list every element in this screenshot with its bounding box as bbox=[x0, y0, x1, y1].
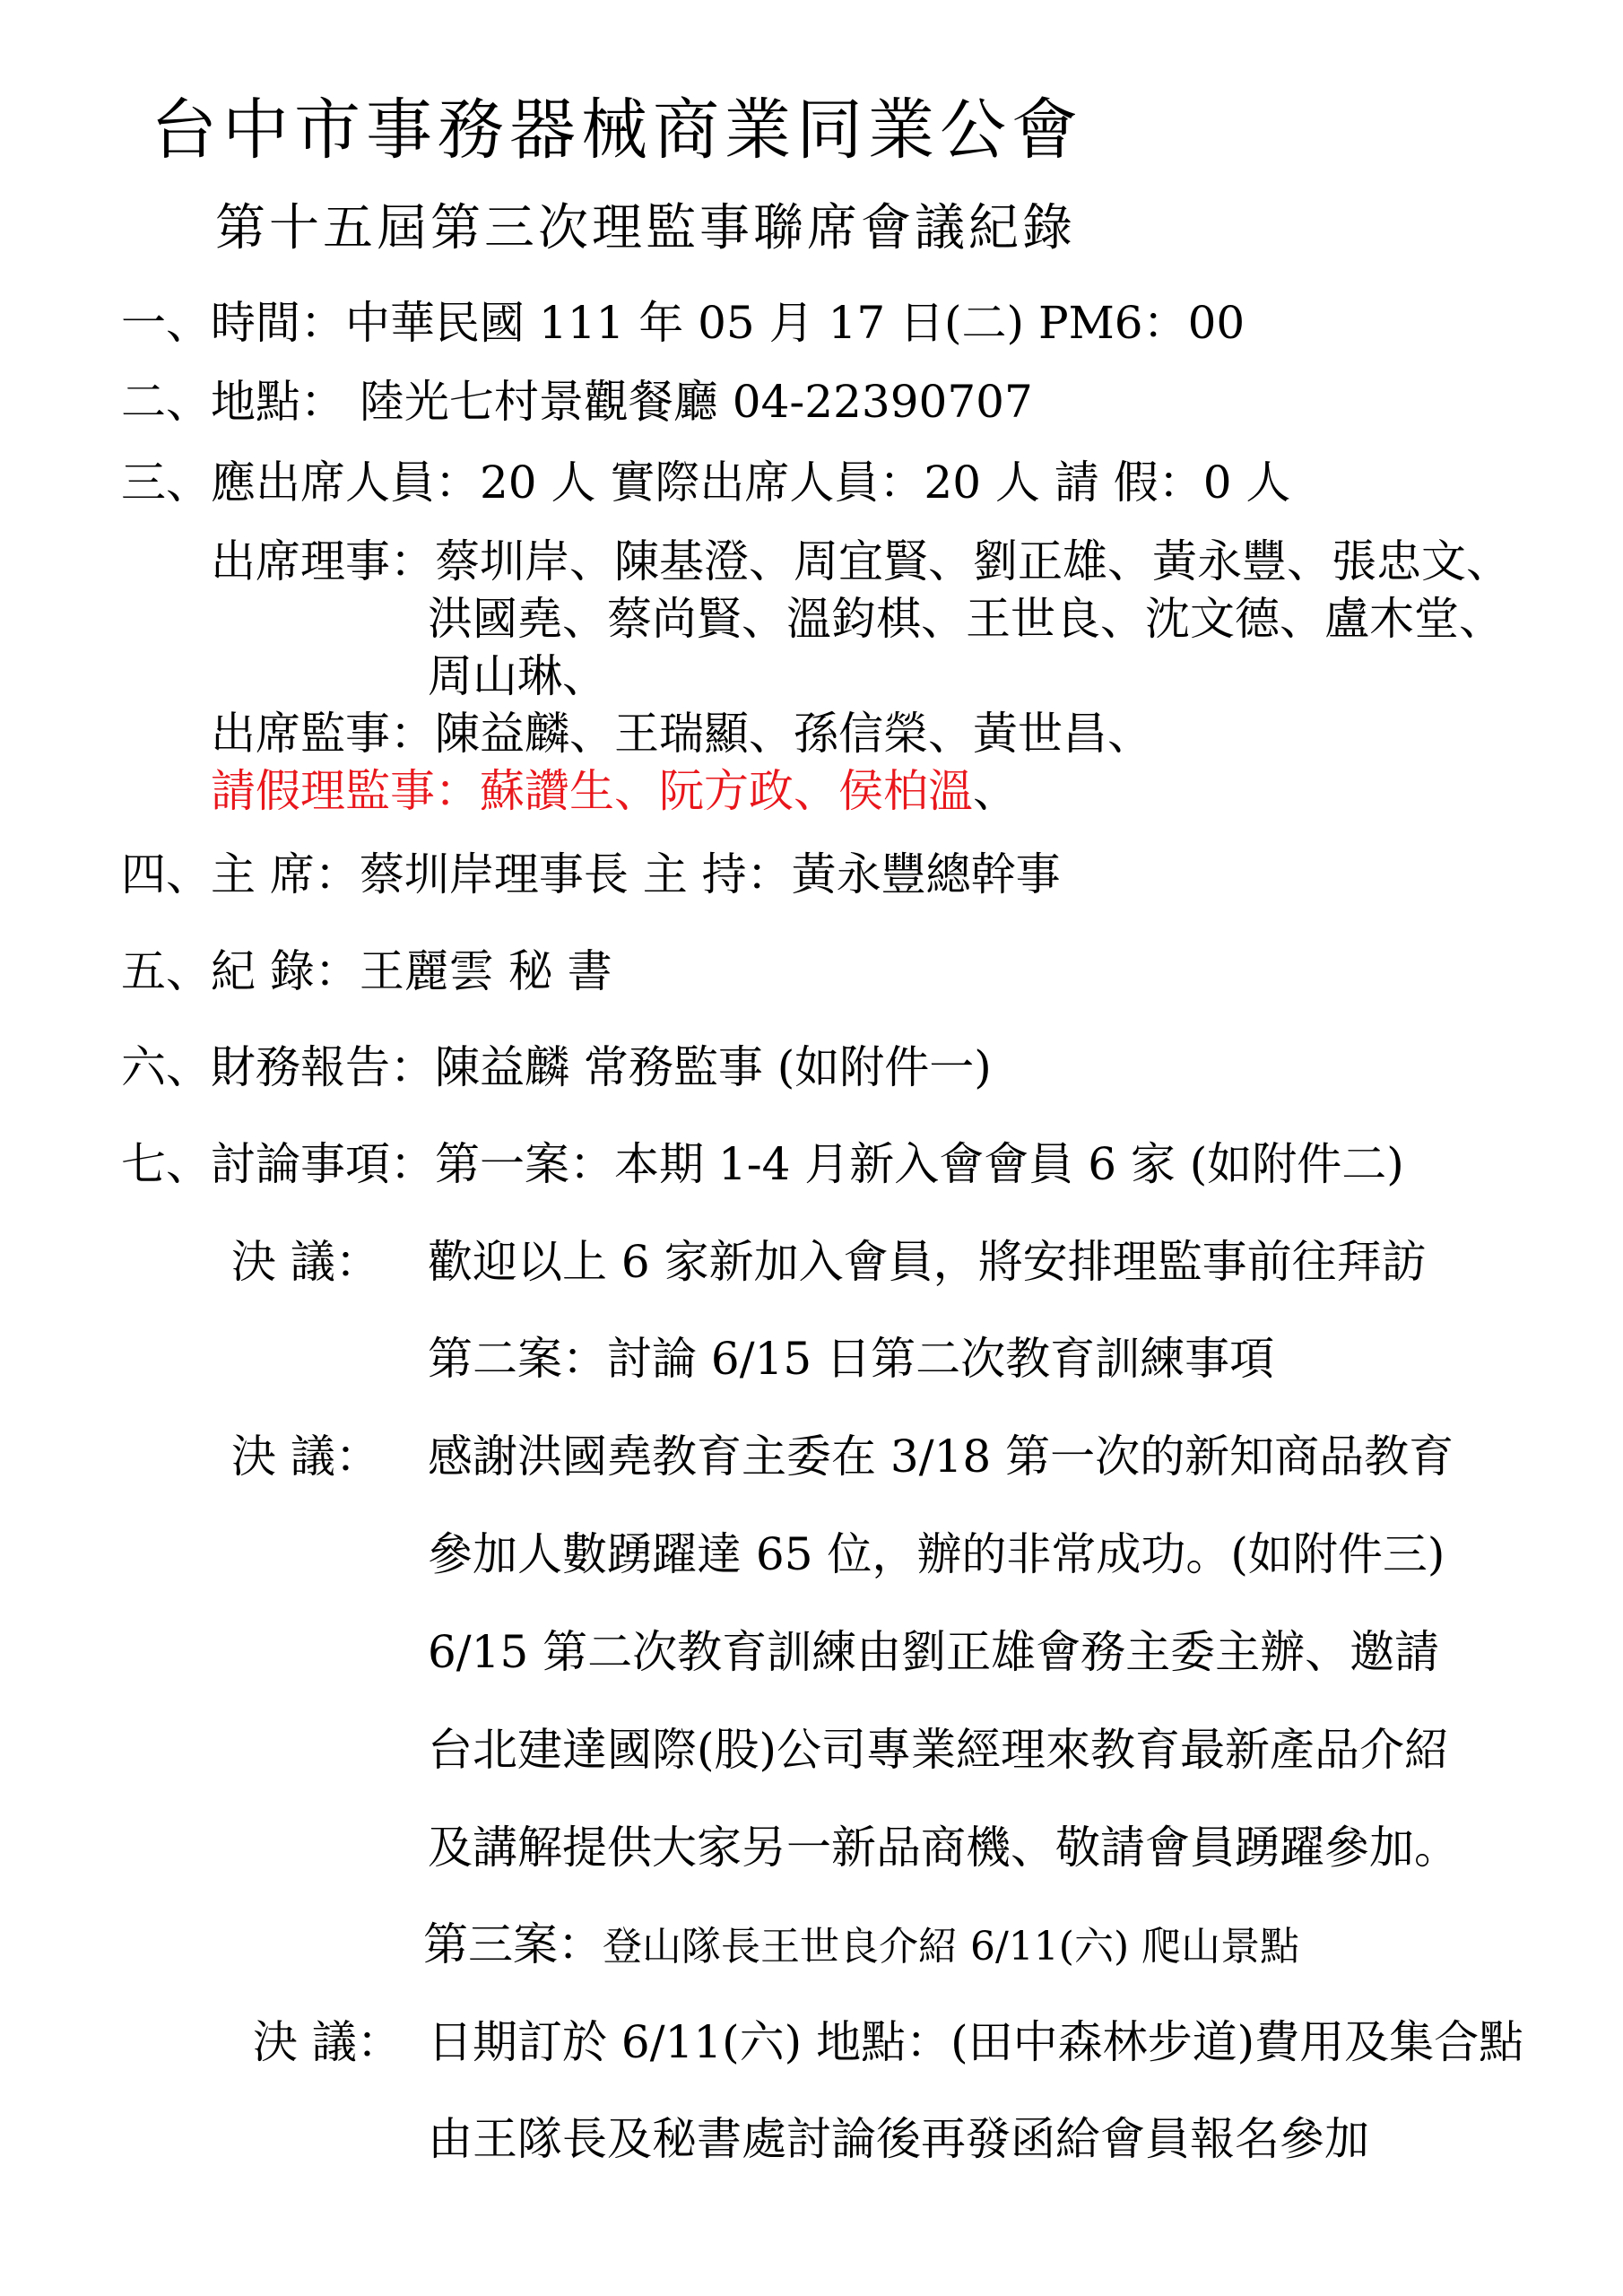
resolution-2-label: 決 議： bbox=[231, 1431, 380, 1483]
directors-line-3: 周山琳、 bbox=[428, 650, 607, 702]
page-title: 台中市事務器械商業同業公會 bbox=[151, 91, 1083, 169]
item-discussion: 七、討論事項：第一案：本期 1-4 月新入會會員 6 家 (如附件二) bbox=[121, 1138, 1404, 1190]
item-finance: 六、財務報告：陳益麟 常務監事 (如附件一) bbox=[121, 1041, 992, 1093]
leave-line bbox=[211, 764, 1018, 818]
resolution-3-line-1: 日期訂於 6/11(六) 地點：(田中森林步道)費用及集合點 bbox=[428, 2016, 1524, 2068]
item-attendance: 三、應出席人員：20 人 實際出席人員：20 人 請 假：0 人 bbox=[121, 457, 1291, 509]
resolution-2-line-4: 台北建達國際(股)公司專業經理來教育最新產品介紹 bbox=[428, 1724, 1450, 1776]
resolution-1-text: 歡迎以上 6 家新加入會員，將安排理監事前往拜訪 bbox=[428, 1236, 1427, 1288]
page-subtitle: 第十五屆第三次理監事聯席會議紀錄 bbox=[215, 199, 1076, 257]
resolution-2-line-2: 參加人數踴躍達 65 位，辦的非常成功。(如附件三) bbox=[428, 1528, 1445, 1580]
item-recorder: 五、紀 錄：王麗雲 秘 書 bbox=[121, 945, 612, 997]
directors-line-1: 出席理事：蔡圳岸、陳基澄、周宜賢、劉正雄、黃永豐、張忠文、 bbox=[211, 535, 1511, 587]
resolution-3-label: 決 議： bbox=[253, 2016, 402, 2068]
item-time: 一、時間：中華民國 111 年 05 月 17 日(二) PM6：00 bbox=[121, 297, 1245, 349]
resolution-3-line-2: 由王隊長及秘書處討論後再發函給會員報名參加 bbox=[428, 2113, 1369, 2165]
leave-names: 請假理監事：蘇讚生、阮方政、侯柏溫 bbox=[211, 765, 973, 817]
supervisors-line: 出席監事：陳益麟、王瑞顯、孫信榮、黃世昌、 bbox=[211, 708, 1152, 760]
resolution-2-line-5: 及講解提供大家另一新品商機、敬請會員踴躍參加。 bbox=[428, 1822, 1459, 1874]
resolution-2-line-3: 6/15 第二次教育訓練由劉正雄會務主委主辦、邀請 bbox=[428, 1626, 1440, 1678]
item-place: 二、地點： 陸光七村景觀餐廳 04-22390707 bbox=[121, 376, 1033, 428]
directors-line-2: 洪國堯、蔡尚賢、溫鈞棋、王世良、沈文德、盧木堂、 bbox=[428, 593, 1504, 645]
item-chair: 四、主 席：蔡圳岸理事長 主 持：黃永豐總幹事 bbox=[121, 848, 1061, 900]
case-2: 第二案：討論 6/15 日第二次教育訓練事項 bbox=[428, 1333, 1275, 1385]
resolution-2-line-1: 感謝洪國堯教育主委在 3/18 第一次的新知商品教育 bbox=[428, 1431, 1454, 1483]
case-3-text: 登山隊長王世良介紹 6/11(六) 爬山景點 bbox=[603, 1924, 1300, 1970]
case-3 bbox=[423, 1918, 1299, 1974]
leave-tail: 、 bbox=[973, 765, 1018, 817]
case-3-label: 第三案： bbox=[423, 1918, 603, 1970]
resolution-1-label: 決 議： bbox=[231, 1236, 380, 1288]
